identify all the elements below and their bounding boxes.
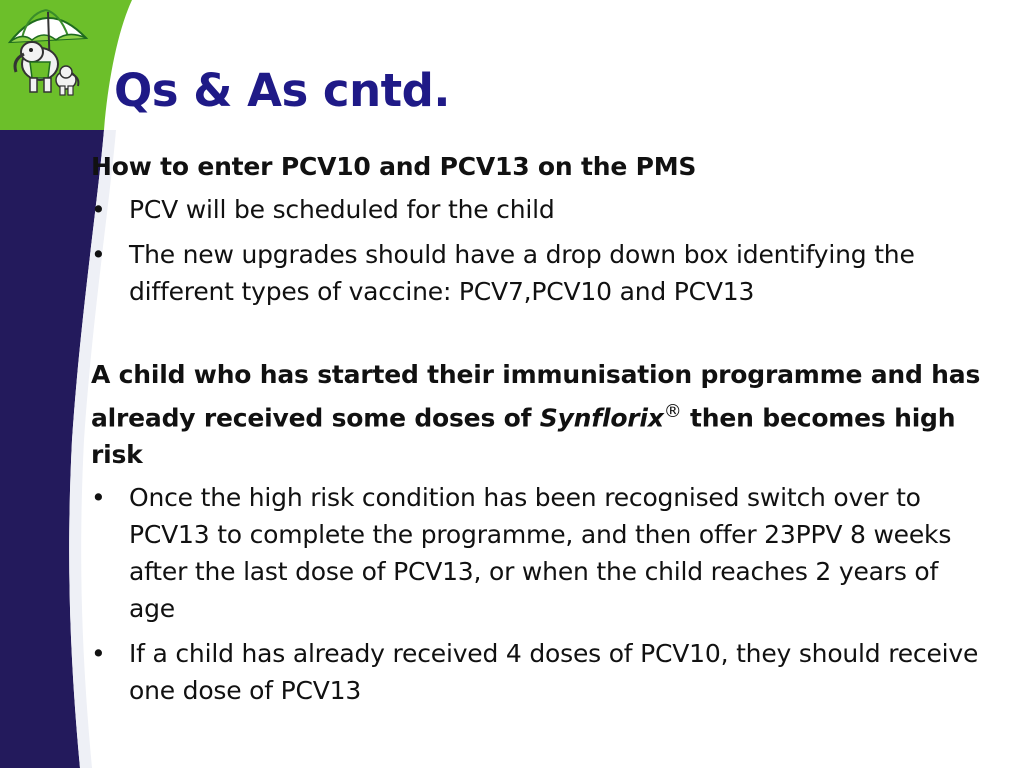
registered-mark: ® [663,401,682,422]
bullet-item: • The new upgrades should have a drop down box identifying the different types of vaccine: PCV7,PCV10 and PCV13 [91,236,991,310]
bullet-item: • PCV will be scheduled for the child [91,191,991,228]
section-spacer [91,318,991,356]
bullet-list-pms [91,191,991,310]
section-heading-high-risk [91,356,991,473]
bullet-item: • If a child has already received 4 doses of PCV10, they should receive one dose of PCV13 [91,635,991,709]
slide-title: Qs & As cntd. [114,64,450,117]
heading-text-part1: A child who has started their immunisation programme and has already received some doses of [91,360,981,433]
brand-name: Synflorix [539,403,664,433]
slide-content [91,148,991,717]
elephant-umbrella-mascot-icon [2,2,90,100]
bullet-item: • Once the high risk condition has been recognised switch over to PCV13 to complete the programme, and then offer 23PPV 8 weeks after the last dose of PCV13, or when the child reaches 2 years of age [91,479,991,627]
heading-text-part2: then becomes high risk [91,403,956,470]
section-heading-pms: How to enter PCV10 and PCV13 on the PMS [91,152,697,181]
bullet-list-high-risk [91,479,991,709]
